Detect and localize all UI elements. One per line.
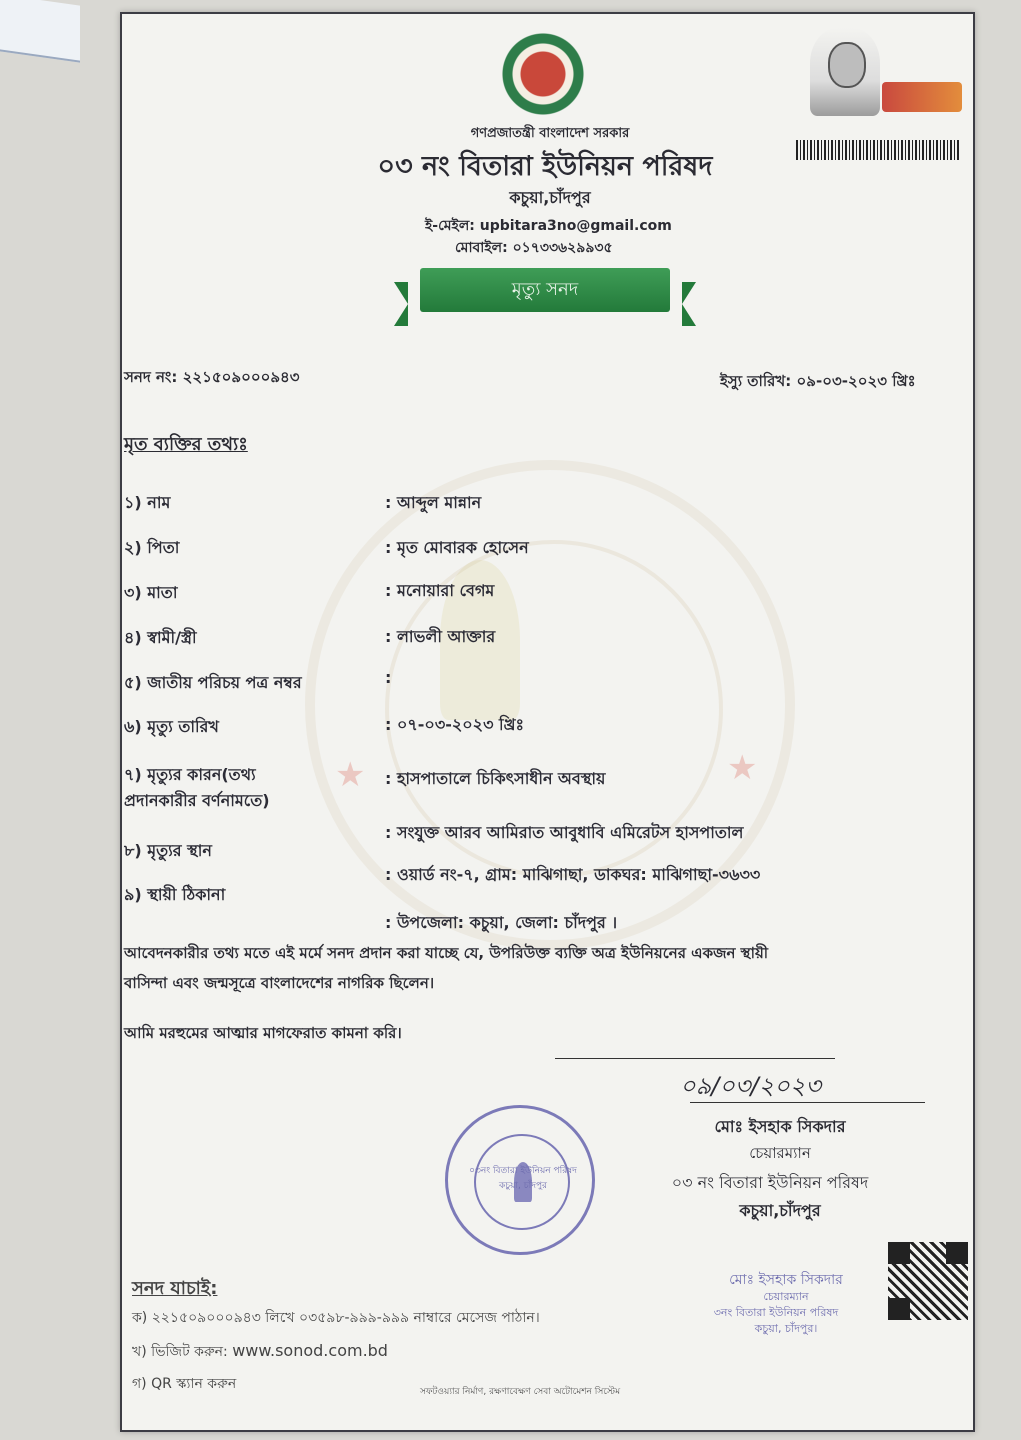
bangladesh-govt-seal-icon: [488, 26, 598, 122]
visit-label: খ) ভিজিট করুন:: [132, 1344, 228, 1360]
issue-date-label: ইস্যু তারিখ:: [720, 372, 792, 390]
mobile-label: মোবাইল:: [455, 240, 508, 256]
verification-qr: গ) QR স্ক্যান করুন: [132, 1376, 237, 1392]
stamp-name: মোঃ ইসহাক সিকদার: [729, 1272, 843, 1288]
row-value: : মৃত মোবারক হোসেন: [385, 538, 529, 557]
issue-date-value: ০৯-০৩-২০২৩ খ্রিঃ: [796, 372, 916, 390]
row-value: : লাভলী আক্তার: [385, 627, 496, 646]
signature-line: [555, 1058, 835, 1059]
row-value: : ০৭-০৩-২০২৩ খ্রিঃ: [385, 715, 525, 734]
email-line: [425, 214, 672, 238]
stamp-union: ৩নং বিতারা ইউনিয়ন পরিষদ: [713, 1306, 839, 1319]
row-label: ৫) জাতীয় পরিচয় পত্র নম্বর: [124, 673, 302, 692]
mobile-value: ০১৭৩৩৬২৯৯৩৫: [512, 240, 613, 256]
row-value: : হাসপাতালে চিকিৎসাধীন অবস্থায়: [385, 769, 606, 788]
portrait-image: [810, 28, 880, 116]
union-location: কচুয়া,চাঁদপুর: [509, 188, 591, 207]
row-value: : সংযুক্ত আরব আমিরাত আবুধাবি এমিরেটস হাসপাতাল: [385, 823, 744, 842]
star-icon: ★: [727, 748, 758, 788]
body-text-line-1: আবেদনকারীর তথ্য মতে এই মর্মে সনদ প্রদান করা যাচ্ছে যে, উপরিউক্ত ব্যক্তি অত্র ইউনিয়নের একজন স্থায়ী: [124, 944, 769, 962]
union-seal-icon: [445, 1105, 595, 1255]
barcode: [796, 140, 961, 160]
row-value: :: [385, 668, 392, 687]
email-label: ই-মেইল:: [425, 218, 475, 234]
row-value: : আব্দুল মান্নান: [385, 493, 482, 512]
row-label: ৯) স্থায়ী ঠিকানা: [124, 885, 226, 904]
signatory-union: ০৩ নং বিতারা ইউনিয়ন পরিষদ: [671, 1173, 869, 1192]
signatory-designation: চেয়ারম্যান: [749, 1144, 811, 1162]
visit-url-link[interactable]: www.sonod.com.bd: [232, 1341, 388, 1360]
seal-text: ০৩নং বিতারা ইউনিয়ন পরিষদ কচুয়া, চাঁদপুর: [469, 1166, 577, 1191]
section-heading: মৃত ব্যক্তির তথ্যঃ: [124, 434, 248, 455]
row-label: ১) নাম: [124, 493, 171, 512]
row-value: : ওয়ার্ড নং-৭, গ্রাম: মাঝিগাছা, ডাকঘর: মাঝিগাছা-৩৬৩৩: [385, 865, 761, 884]
govt-name: গণপ্রজাতন্ত্রী বাংলাদেশ সরকার: [470, 126, 630, 141]
union-name: ০৩ নং বিতারা ইউনিয়ন পরিষদ: [377, 151, 713, 182]
stamp-location: কচুয়া, চাঁদপুর।: [754, 1322, 818, 1335]
certificate-number-value: ২২১৫০৯০০০৯৪৩: [182, 368, 300, 386]
certificate-number-label: সনদ নং:: [124, 368, 178, 386]
row-value: : মনোয়ারা বেগম: [385, 581, 495, 600]
handwritten-signature-date: ০৯/০৩/২০২৩: [680, 1072, 821, 1100]
verification-heading: সনদ যাচাই:: [132, 1278, 218, 1299]
signatory-name: মোঃ ইসহাক সিকদার: [714, 1117, 846, 1136]
prayer-text: আমি মরহুমের আত্মার মাগফেরাত কামনা করি।: [124, 1024, 402, 1042]
verification-sms: ক) ২২১৫০৯০০০৯৪৩ লিখে ০৩৫৯৮-৯৯৯-৯৯৯ নাম্বারে মেসেজ পাঠান।: [132, 1310, 540, 1326]
email-value: upbitara3no@gmail.com: [479, 218, 672, 234]
qr-code[interactable]: [888, 1242, 968, 1320]
mujib-badge-icon: [882, 82, 962, 112]
row-label: ২) পিতা: [124, 538, 180, 557]
certificate-title: মৃত্যু সনদ: [420, 268, 670, 312]
row-label: ৭) মৃত্যুর কারন(তথ্য: [124, 765, 256, 784]
body-text-line-2: বাসিন্দা এবং জন্মসূত্রে বাংলাদেশের নাগরিক ছিলেন।: [124, 974, 435, 992]
row-value-continued: : উপজেলা: কচুয়া, জেলা: চাঁদপুর ।: [385, 913, 618, 932]
row-label: ৩) মাতা: [124, 583, 178, 602]
row-label: ৮) মৃত্যুর স্থান: [124, 841, 212, 860]
row-label: ৬) মৃত্যু তারিখ: [124, 717, 219, 736]
mobile-line: [455, 236, 613, 260]
signatory-location: কচুয়া,চাঁদপুর: [739, 1201, 821, 1220]
verification-visit: [132, 1340, 388, 1364]
issue-date: [720, 370, 916, 395]
footer-text: সফটওয়্যার নির্মাণ, রক্ষণাবেক্ষণ সেবা অটোমেশন সিস্টেম: [420, 1387, 621, 1397]
row-label-continued: প্রদানকারীর বর্ণনামতে): [124, 791, 270, 810]
star-icon: ★: [335, 755, 366, 795]
row-label: ৪) স্বামী/স্ত্রী: [124, 628, 197, 647]
corner-card: [0, 0, 80, 63]
certificate-number: [124, 366, 300, 391]
stamp-designation: চেয়ারম্যান: [763, 1290, 809, 1303]
